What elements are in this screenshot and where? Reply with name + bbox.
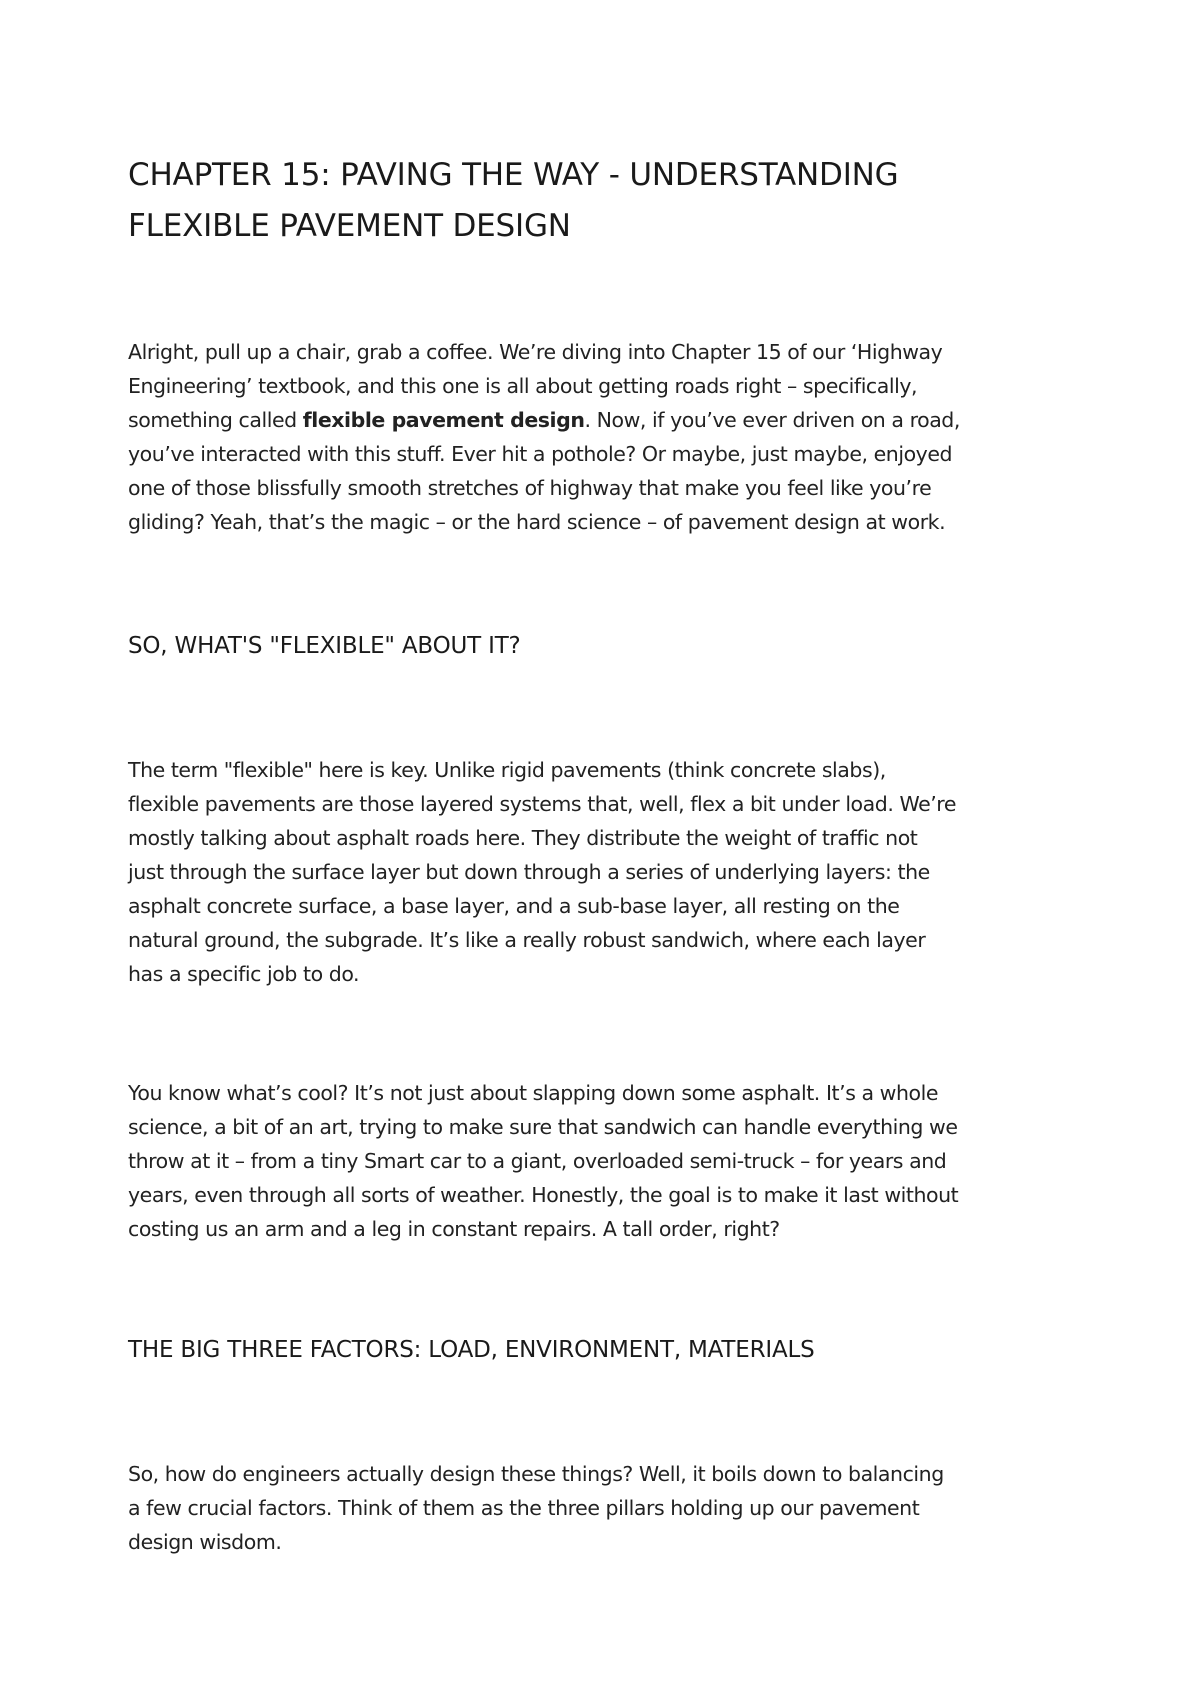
- section-heading-big-three: THE BIG THREE FACTORS: LOAD, ENVIRONMENT, MATERIALS: [128, 1337, 815, 1363]
- intro-line-3-after: . Now, if you’ve ever driven on a road,: [584, 408, 960, 432]
- intro-line-3-before: something called: [128, 408, 303, 432]
- intro-line-5: one of those blissfully smooth stretches of highway that make you feel like you’re: [128, 476, 932, 500]
- flexible-line-6: natural ground, the subgrade. It’s like a really robust sandwich, where each layer: [128, 928, 926, 952]
- flexible-line-2: flexible pavements are those layered systems that, well, flex a bit under load. We’re: [128, 792, 956, 816]
- intro-line-6: gliding? Yeah, that’s the magic – or the hard science – of pavement design at work.: [128, 510, 946, 534]
- flexible-line-1: The term "flexible" here is key. Unlike rigid pavements (think concrete slabs),: [128, 758, 886, 782]
- flexible-line-3: mostly talking about asphalt roads here. They distribute the weight of traffic not: [128, 826, 918, 850]
- cool-line-3: throw at it – from a tiny Smart car to a giant, overloaded semi-truck – for years and: [128, 1149, 947, 1173]
- chapter-title: [128, 150, 1088, 252]
- cool-line-4: years, even through all sorts of weather. Honestly, the goal is to make it last without: [128, 1183, 959, 1207]
- intro-line-2: Engineering’ textbook, and this one is all about getting roads right – specifically,: [128, 374, 918, 398]
- factors-line-2: a few crucial factors. Think of them as the three pillars holding up our pavement: [128, 1496, 920, 1520]
- cool-line-1: You know what’s cool? It’s not just about slapping down some asphalt. It’s a whole: [128, 1081, 939, 1105]
- factors-line-3: design wisdom.: [128, 1530, 282, 1554]
- flexible-line-5: asphalt concrete surface, a base layer, and a sub-base layer, all resting on the: [128, 894, 900, 918]
- cool-line-5: costing us an arm and a leg in constant repairs. A tall order, right?: [128, 1217, 780, 1241]
- chapter-title-line-1: CHAPTER 15: PAVING THE WAY - UNDERSTANDING: [128, 157, 899, 193]
- cool-line-2: science, a bit of an art, trying to make sure that sandwich can handle everything we: [128, 1115, 958, 1139]
- intro-paragraph: [128, 335, 1088, 539]
- flexible-line-4: just through the surface layer but down through a series of underlying layers: the: [128, 860, 930, 884]
- flexible-paragraph: [128, 753, 1088, 991]
- chapter-title-line-2: FLEXIBLE PAVEMENT DESIGN: [128, 208, 571, 244]
- intro-line-1: Alright, pull up a chair, grab a coffee. We’re diving into Chapter 15 of our ‘Highway: [128, 340, 943, 364]
- cool-paragraph: [128, 1076, 1088, 1246]
- intro-line-4: you’ve interacted with this stuff. Ever hit a pothole? Or maybe, just maybe, enjoyed: [128, 442, 953, 466]
- flexible-line-7: has a specific job to do.: [128, 962, 360, 986]
- factors-line-1: So, how do engineers actually design these things? Well, it boils down to balancing: [128, 1462, 944, 1486]
- factors-paragraph: [128, 1457, 1088, 1559]
- intro-line-3: [128, 403, 1088, 437]
- bold-term-flexible-pavement-design: flexible pavement design: [302, 408, 585, 432]
- section-heading-flexible: SO, WHAT'S "FLEXIBLE" ABOUT IT?: [128, 633, 521, 659]
